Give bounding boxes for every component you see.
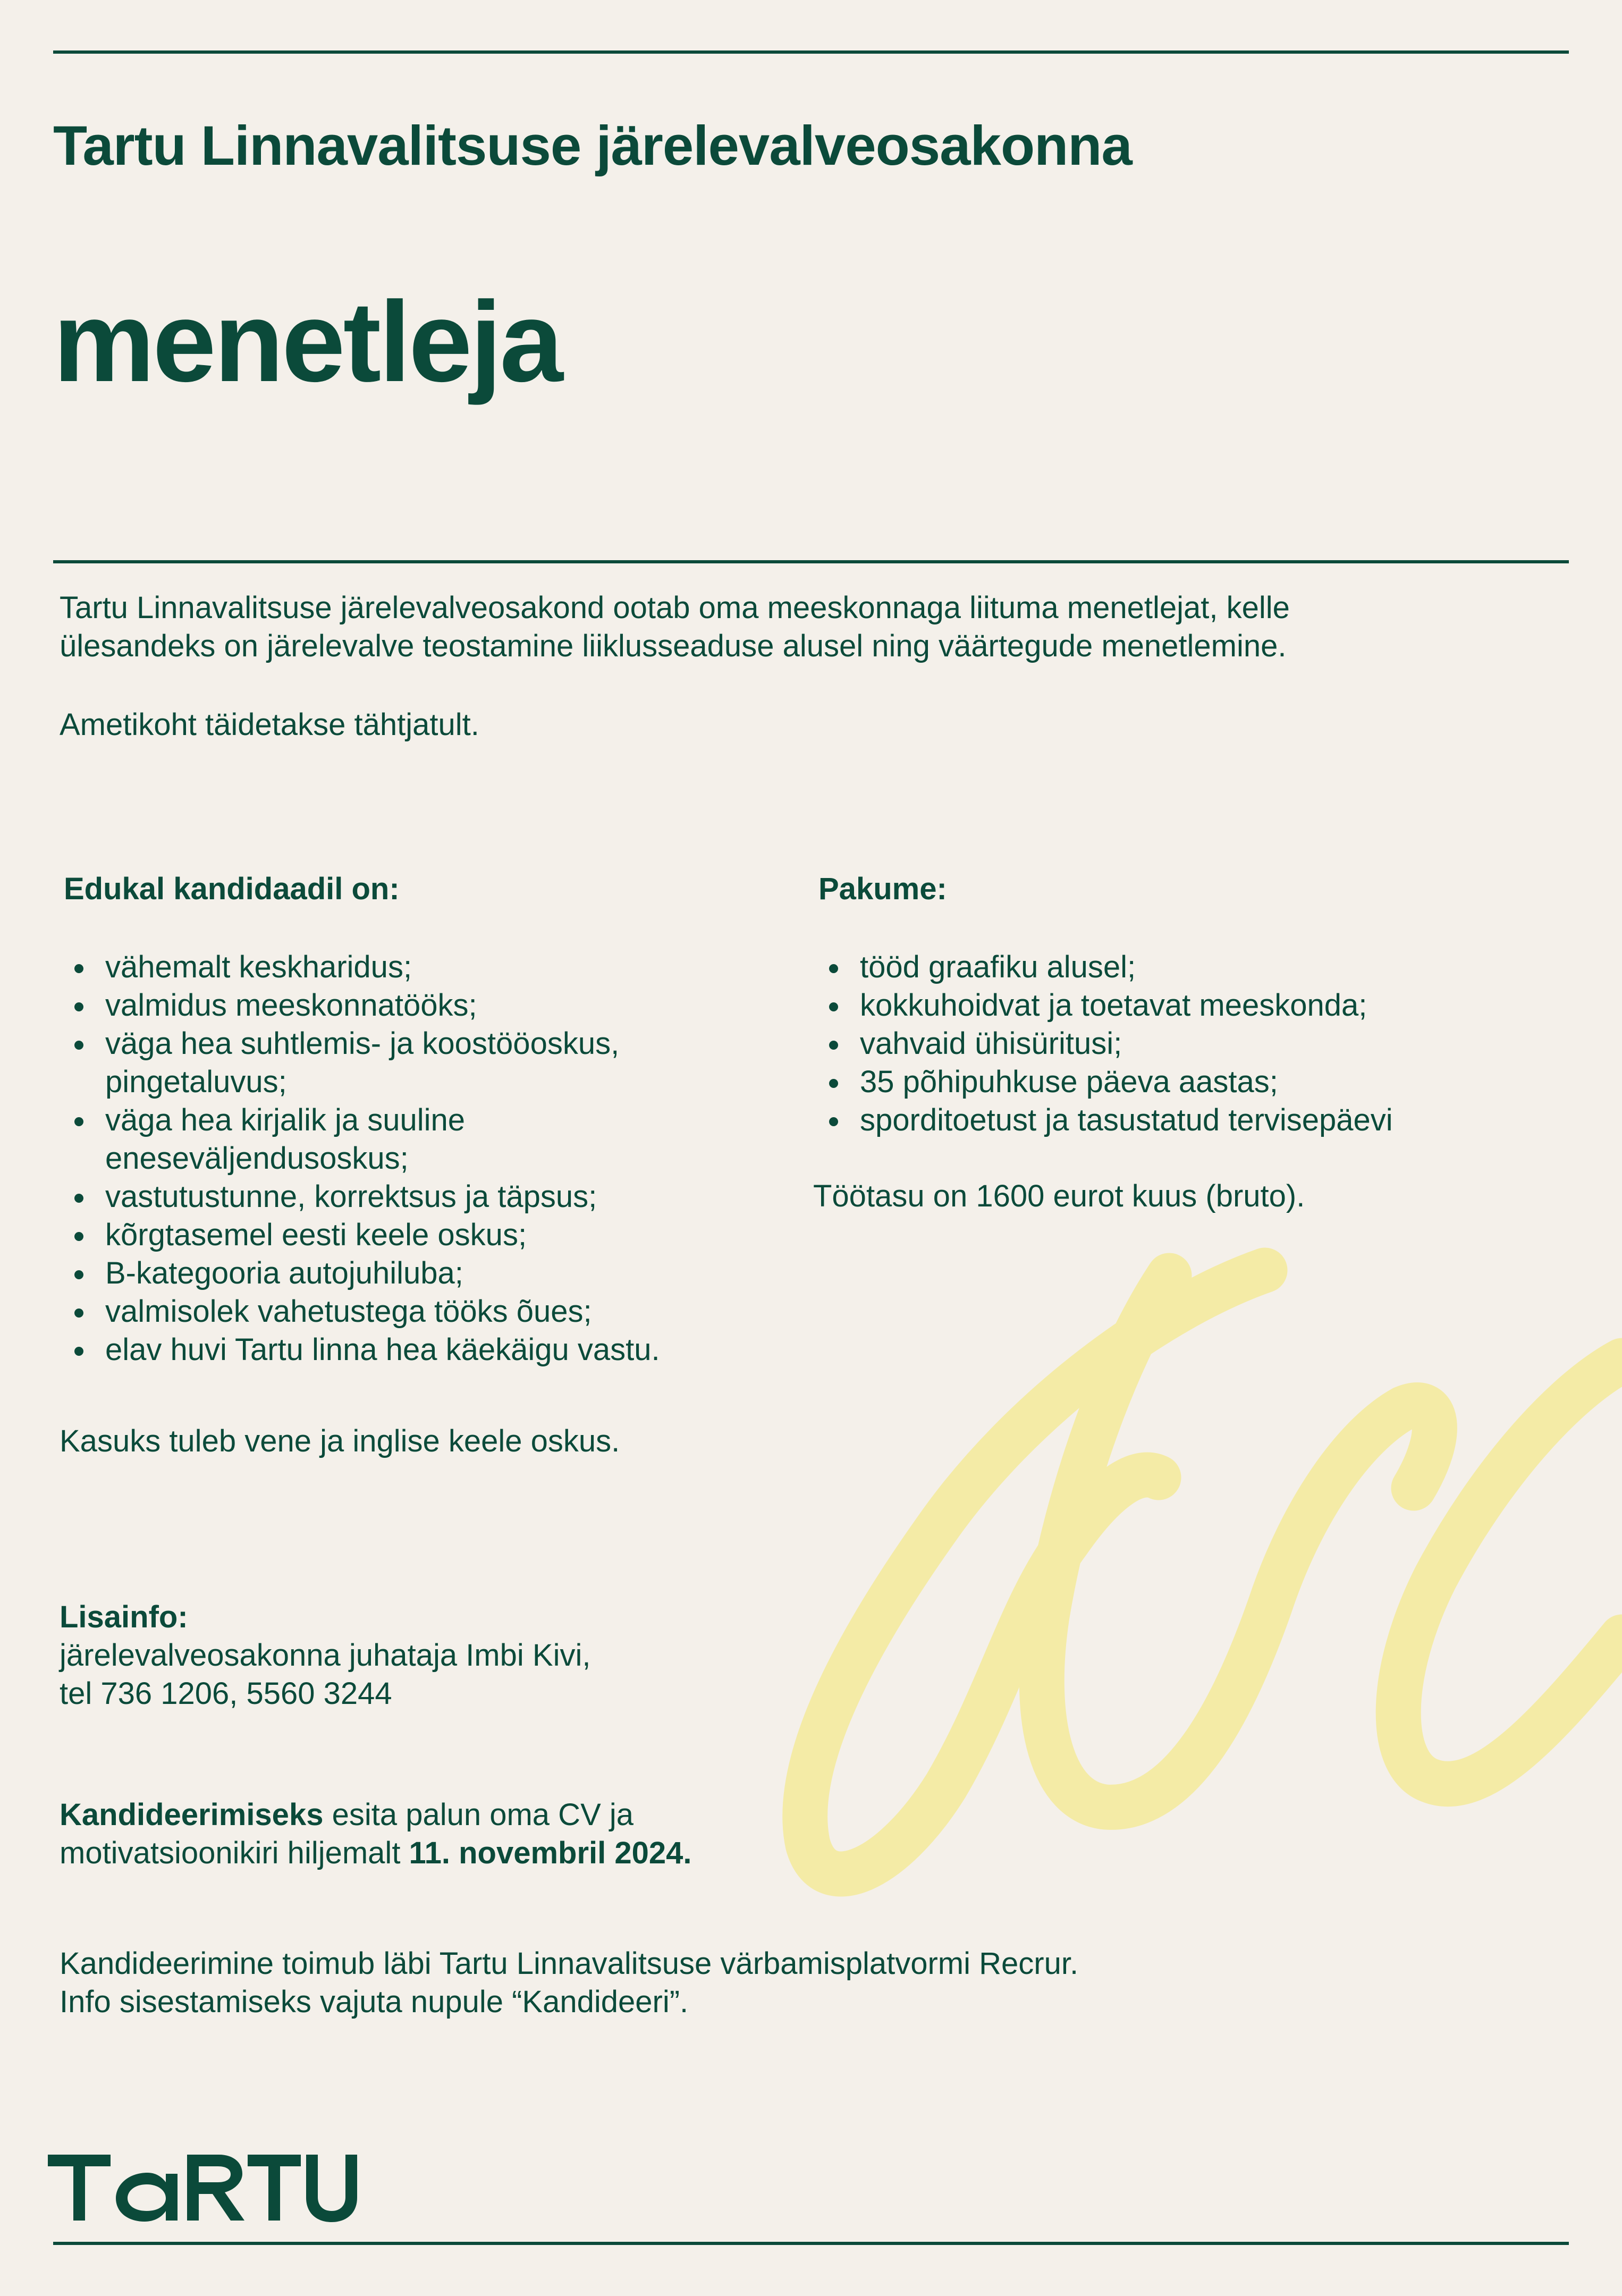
page-subtitle: Tartu Linnavalitsuse järelevalveosakonna [53,115,1132,177]
contact-phones: tel 736 1206, 5560 3244 [60,1676,392,1711]
decorative-brush-scribble [723,1233,1622,1924]
list-item: väga hea suhtlemis- ja koostööoskus, pingetaluvus; [64,1025,755,1101]
platform-line: Kandideerimine toimub läbi Tartu Linnavalitsuse värbamisplatvormi Recrur. [60,1946,1079,1981]
intro-line: ülesandeks on järelevalve teostamine liiklusseaduse alusel ning väärtegude menetlemine. [60,629,1287,663]
tartu-logo [48,2147,361,2227]
list-item: 35 põhipuhkuse päeva aastas; [818,1063,1562,1101]
list-item: tööd graafiku alusel; [818,948,1562,986]
contact-person: järelevalveosakonna juhataja Imbi Kivi, [60,1638,591,1673]
list-item: kokkuhoidvat ja toetavat meeskonda; [818,986,1562,1025]
bottom-divider [53,2242,1569,2245]
intro-line: Tartu Linnavalitsuse järelevalveosakond ootab oma meeskonnaga liituma menetlejat, kelle [60,590,1290,625]
apply-deadline: 11. novembril 2024. [409,1836,692,1870]
list-item: kõrgtasemel eesti keele oskus; [64,1216,755,1254]
list-item: valmidus meeskonnatööks; [64,986,755,1025]
list-item: vastutustunne, korrektsus ja täpsus; [64,1178,755,1216]
list-item: sporditoetust ja tasustatud tervisepäevi [818,1101,1562,1139]
list-item: vähemalt keskharidus; [64,948,755,986]
list-item: elav huvi Tartu linna hea käekäigu vastu. [64,1331,755,1369]
list-item: väga hea kirjalik ja suuline eneseväljendusoskus; [64,1101,755,1178]
top-divider [53,50,1569,54]
apply-lead: Kandideerimiseks [60,1797,324,1832]
requirements-list [64,948,755,1369]
contact-label: Lisainfo: [60,1600,188,1634]
list-item: valmisolek vahetustega tööks õues; [64,1293,755,1331]
list-item: B-kategooria autojuhiluba; [64,1254,755,1293]
list-item: vahvaid ühisüritusi; [818,1025,1562,1063]
offer-heading: Pakume: [818,872,947,906]
salary-text: Töötasu on 1600 eurot kuus (bruto). [813,1179,1305,1213]
apply-text: motivatsioonikiri hiljemalt [60,1836,409,1870]
platform-info [60,1945,1078,2021]
platform-line: Info sisestamiseks vajuta nupule “Kandideeri”. [60,1985,689,2019]
position-term: Ametikoht täidetakse tähtjatult. [60,707,479,742]
language-bonus-text: Kasuks tuleb vene ja inglise keele oskus. [60,1424,620,1458]
page-title: menetleja [53,277,561,406]
offer-list [818,948,1562,1139]
application-instructions [60,1796,692,1872]
apply-text: esita palun oma CV ja [323,1797,634,1832]
intro-paragraph [60,589,1494,665]
header-divider [53,560,1569,563]
requirements-heading: Edukal kandidaadil on: [64,872,400,906]
contact-info [60,1598,590,1713]
